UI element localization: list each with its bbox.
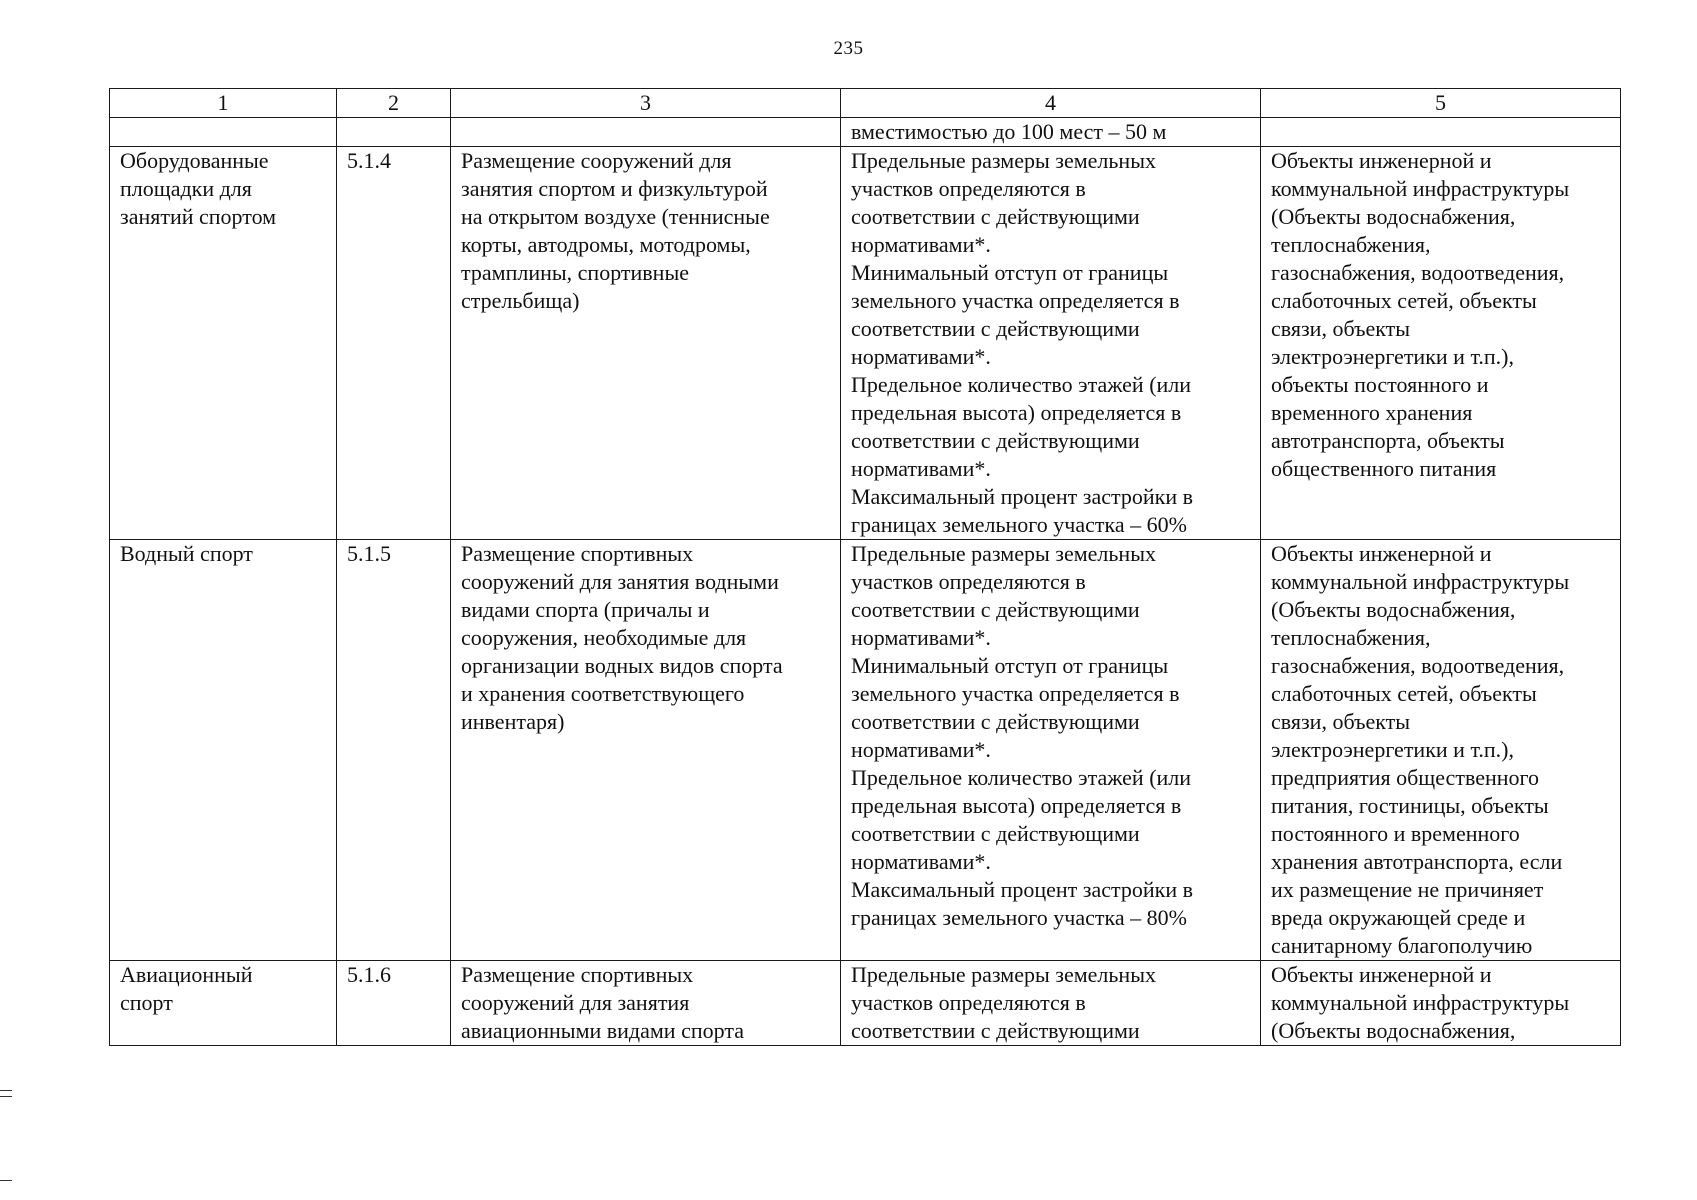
use-type-auxiliary: Объекты инженерной и коммунальной инфраструктуры (Объекты водоснабжения, теплоснабжения, газоснабжения, водоотведения, слаботочных сетей, объекты связи, объекты электроэнергетики и т.п.), предприятия общественного питания, гостиницы, объекты постоянного и временного хранения автотранспорта, если их размещение не причиняет вреда окружающей среде и санитарному благополучию [1261, 540, 1621, 961]
continuation-cell-3 [451, 118, 841, 147]
page-number: 235 [833, 38, 864, 59]
table-row [110, 147, 1621, 540]
column-header-5: 5 [1261, 89, 1621, 118]
margin-mark [0, 1090, 12, 1091]
continuation-cell-4: вместимостью до 100 мест – 50 м [841, 118, 1261, 147]
continuation-cell-5 [1261, 118, 1621, 147]
header-row [110, 89, 1621, 118]
column-header-4: 4 [841, 89, 1261, 118]
column-header-2: 2 [337, 89, 451, 118]
use-type-parameters: Предельные размеры земельных участков определяются в соответствии с действующими [841, 961, 1261, 1046]
use-type-description: Размещение спортивных сооружений для занятия авиационными видами спорта [451, 961, 841, 1046]
continuation-cell-1 [110, 118, 337, 147]
use-type-code: 5.1.6 [337, 961, 451, 1046]
use-type-description: Размещение сооружений для занятия спортом и физкультурой на открытом воздухе (теннисные корты, автодромы, мотодромы, трамплины, спортивные стрельбища) [451, 147, 841, 540]
table-row [110, 540, 1621, 961]
continuation-cell-2 [337, 118, 451, 147]
table-row [110, 961, 1621, 1046]
use-type-parameters: Предельные размеры земельных участков определяются в соответствии с действующими нормативами*. Минимальный отступ от границы земельного участка определяется в соответствии с действующими нормативами*. Предельное количество этажей (или предельная высота) определяется в соответствии с действующими нормативами*. Максимальный процент застройки в границах земельного участка – 60% [841, 147, 1261, 540]
use-type-parameters: Предельные размеры земельных участков определяются в соответствии с действующими нормативами*. Минимальный отступ от границы земельного участка определяется в соответствии с действующими нормативами*. Предельное количество этажей (или предельная высота) определяется в соответствии с действующими нормативами*. Максимальный процент застройки в границах земельного участка – 80% [841, 540, 1261, 961]
use-type-name: Оборудованные площадки для занятий спортом [110, 147, 337, 540]
column-header-1: 1 [110, 89, 337, 118]
land-use-table [109, 88, 1621, 1046]
use-type-code: 5.1.4 [337, 147, 451, 540]
continuation-row [110, 118, 1621, 147]
use-type-auxiliary: Объекты инженерной и коммунальной инфраструктуры (Объекты водоснабжения, [1261, 961, 1621, 1046]
use-type-name: Водный спорт [110, 540, 337, 961]
margin-mark [0, 1096, 12, 1097]
use-type-description: Размещение спортивных сооружений для занятия водными видами спорта (причалы и сооружения, необходимые для организации водных видов спорта и хранения соответствующего инвентаря) [451, 540, 841, 961]
use-type-auxiliary: Объекты инженерной и коммунальной инфраструктуры (Объекты водоснабжения, теплоснабжения, газоснабжения, водоотведения, слаботочных сетей, объекты связи, объекты электроэнергетики и т.п.), объекты постоянного и временного хранения автотранспорта, объекты общественного питания [1261, 147, 1621, 540]
margin-mark [0, 1180, 12, 1181]
use-type-code: 5.1.5 [337, 540, 451, 961]
use-type-name: Авиационный спорт [110, 961, 337, 1046]
column-header-3: 3 [451, 89, 841, 118]
